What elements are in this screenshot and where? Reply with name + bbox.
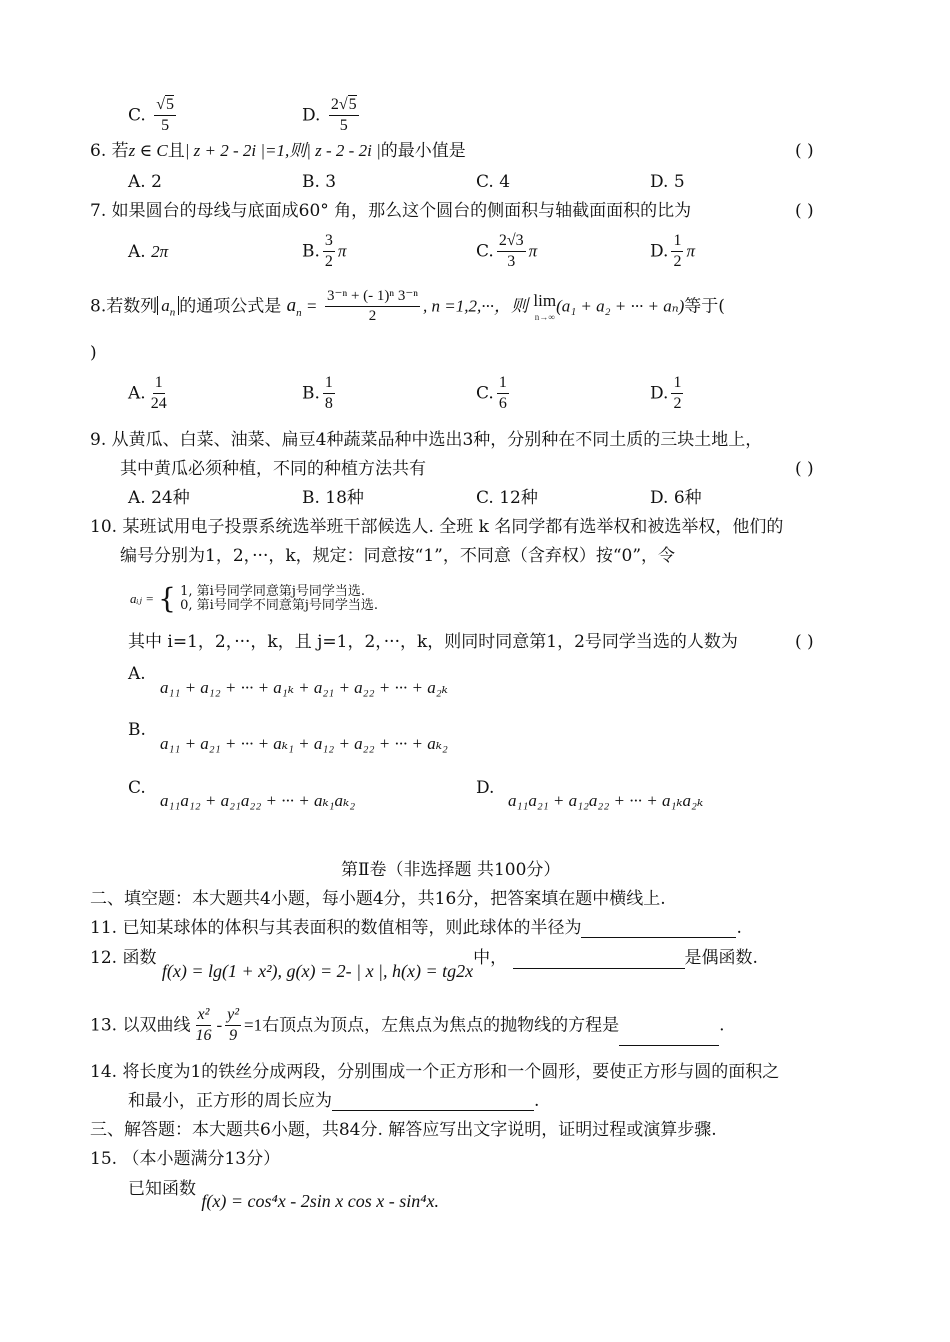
q9-option-b: B. 18种 (302, 488, 364, 508)
q9-option-a: A. 24种 (128, 488, 190, 508)
part2-title: 第Ⅱ卷（非选择题 共100分） (341, 860, 561, 880)
q6-option-c: C. 4 (476, 172, 511, 192)
q7-option-d: D. $\frac{1}{2}$ π (650, 232, 695, 271)
q7-answer-paren: ( ) (795, 201, 814, 221)
q7-option-b: B. $\frac{3}{2}$ π (302, 232, 347, 271)
q10-option-d-expr: a₁₁a₂₁ + a₁₂a₂₂ + ··· + a₁ₖa₂ₖ (508, 791, 704, 810)
q10-stem-line1: 10. 某班试用电子投票系统选举班干部候选人. 全班 k 名同学都有选举权和被选举权，他们的 (90, 517, 784, 537)
q12-stem: 12. 函数 f(x) = lg(1 + x²), g(x) = 2- | x |, h(x) = tg2x中， 是偶函数. (90, 948, 758, 981)
q8-close-paren: ) (90, 343, 97, 363)
q15-header: 15. （本小题满分13分） (90, 1149, 281, 1169)
q11-answer-blank (581, 920, 736, 938)
q14-stem-line1: 14. 将长度为1的铁丝分成两段，分别围成一个正方形和一个圆形，要使正方形与圆的面积之 (90, 1062, 780, 1082)
q6-option-d: D. 5 (650, 172, 685, 192)
q10-option-c-label: C. (128, 778, 146, 798)
q10-answer-paren: ( ) (795, 632, 814, 652)
q9-answer-paren: ( ) (795, 459, 814, 479)
q7-option-a: A. 2π (128, 242, 169, 262)
q7-option-c: C. $\frac{2√3}{3}$ π (476, 232, 538, 271)
q10-stem-line3: 其中 i=1，2，···，k，且 j=1，2，···，k，则同时同意第1，2号同学当选的人数为 (128, 632, 738, 652)
q7-stem: 7. 如果圆台的母线与底面成60° 角，那么这个圆台的侧面积与轴截面面积的比为 (90, 201, 692, 221)
q6-answer-paren: ( ) (795, 141, 814, 161)
q6-option-a: A. 2 (128, 172, 162, 192)
q13-answer-blank (619, 1028, 719, 1046)
q10-option-a-label: A. (128, 664, 146, 684)
q8-option-c: C. $\frac{1}{6}$ (476, 374, 507, 413)
q9-option-d: D. 6种 (650, 488, 702, 508)
q9-option-c: C. 12种 (476, 488, 538, 508)
q6-stem: 6. 若z ∈ C且| z + 2 - 2i |=1,则| z - 2 - 2i |的最小值是 (90, 141, 466, 161)
section2-header: 二、填空题：本大题共4小题，每小题4分，共16分，把答案填在题中横线上. (90, 889, 666, 909)
q9-stem-line2: 其中黄瓜必须种植，不同的种植方法共有 (120, 459, 426, 479)
q10-option-b-label: B. (128, 720, 146, 740)
q10-option-b-expr: a₁₁ + a₂₁ + ··· + aₖ₁ + a₁₂ + a₂₂ + ··· + aₖ₂ (160, 734, 448, 753)
q10-option-c-expr: a₁₁a₁₂ + a₂₁a₂₂ + ··· + aₖ₁aₖ₂ (160, 791, 356, 810)
q9-stem-line1: 9. 从黄瓜、白菜、油菜、扁豆4种蔬菜品种中选出3种，分别种在不同土质的三块土地上， (90, 430, 763, 450)
q12-answer-blank (513, 951, 685, 969)
q8-option-b: B. $\frac{1}{8}$ (302, 374, 333, 413)
q10-option-a-expr: a₁₁ + a₁₂ + ··· + a₁ₖ + a₂₁ + a₂₂ + ··· + a₂ₖ (160, 678, 448, 697)
q10-stem-line2: 编号分别为1，2，···，k，规定：同意按“1”，不同意（含弃权）按“0”，令 (120, 546, 676, 566)
q14-stem-line2: 和最小，正方形的周长应为 . (128, 1091, 540, 1111)
q5-option-c: C. $\frac{√5}{5}$ (128, 96, 174, 135)
q15-stem: 已知函数 f(x) = cos⁴x - 2sin x cos x - sin⁴x. (128, 1179, 439, 1211)
q11-stem: 11. 已知某球体的体积与其表面积的数值相等，则此球体的半径为 . (90, 918, 742, 938)
q13-stem: 13. 以双曲线 $\frac{\text{x²}}{16}$ - $\frac{\text{y²}}{9}$ =1右顶点为顶点，左焦点为焦点的抛物线的方程是 . (90, 1006, 725, 1045)
q14-answer-blank (332, 1093, 534, 1111)
q5-option-d: D. $\frac{2√5}{5}$ (302, 96, 357, 135)
q8-option-a: A. $\frac{1}{24}$ (128, 374, 167, 413)
q6-option-b: B. 3 (302, 172, 337, 192)
q10-option-d-label: D. (476, 778, 495, 798)
q8-option-d: D. $\frac{1}{2}$ (650, 374, 682, 413)
q8-stem: 8.若数列 $a_n$ 的通项公式是 $a_n$ = $\frac{\text{3⁻ⁿ + (- 1)ⁿ 3⁻ⁿ}}{2}$ , n =1,2,···，则 lim n→∞ (a₁ + a₂ + ··· + aₙ)等于( (90, 288, 725, 325)
section3-header: 三、解答题：本大题共6小题，共84分. 解答应写出文字说明，证明过程或演算步骤. (90, 1120, 717, 1140)
q10-definition: aᵢⱼ = { 1, 第i号同学同意第j号同学当选. 0, 第i号同学不同意第j号同学当选. (130, 582, 378, 615)
